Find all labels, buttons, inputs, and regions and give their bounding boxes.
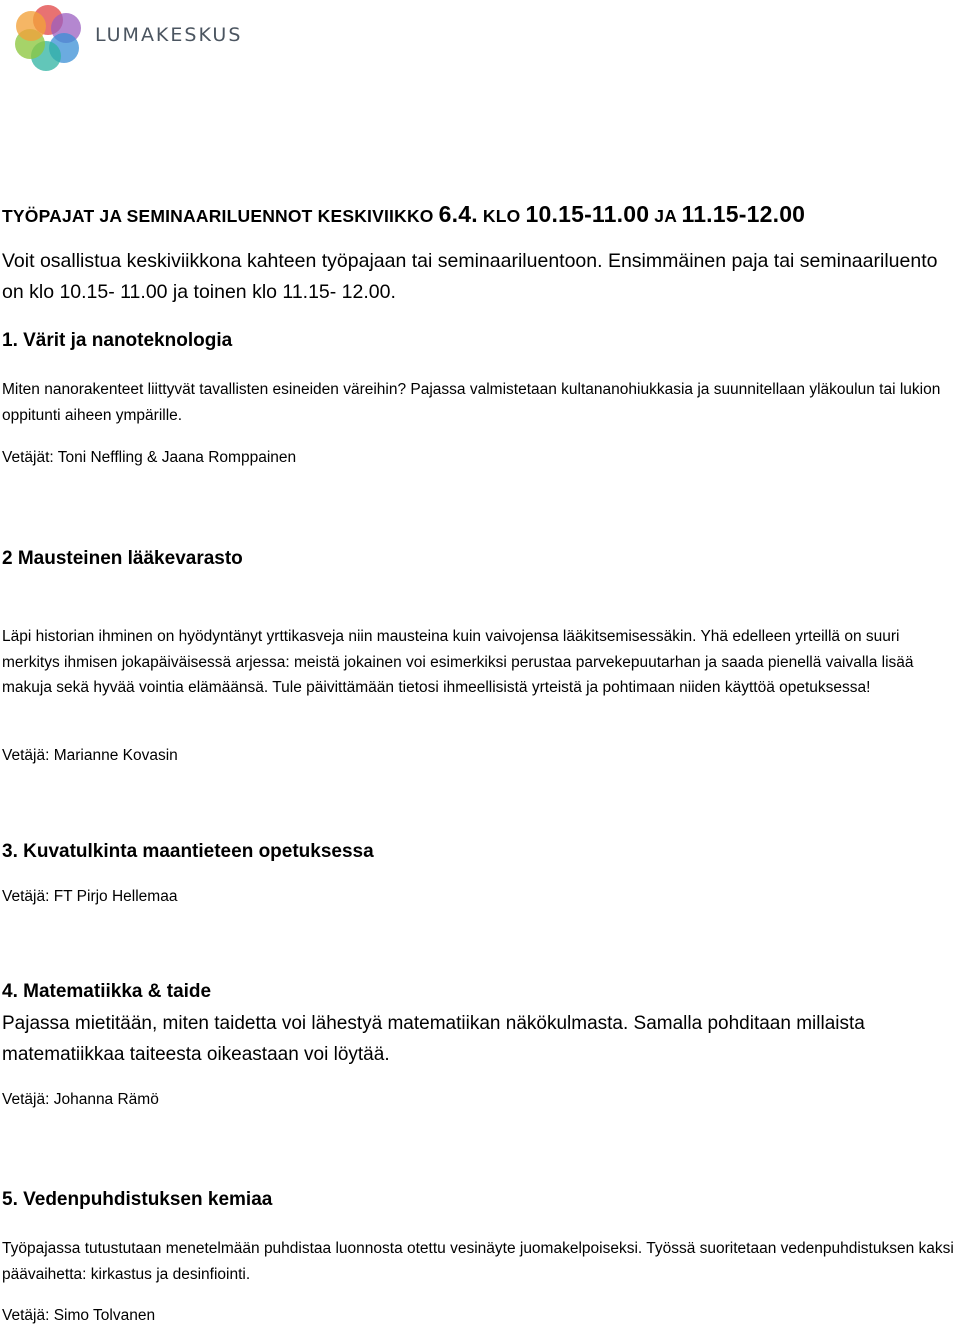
intro-text: Voit osallistua keskiviikkona kahteen työpajaan tai seminaariluentoon. Ensimmäinen paja tai seminaariluento on klo 10.15- 11.00 ja toinen klo 11.15- 12.00. bbox=[2, 250, 938, 303]
logo-text: LUMAKESKUS bbox=[95, 24, 243, 46]
workshop-2-description: Läpi historian ihminen on hyödyntänyt yrttikasveja niin mausteina kuin vaivojensa lääkitsemisessäkin. Yhä edelleen yrteillä on suuri merkitys ihmisen jokapäiväisessä arjessa: meistä jokainen voi esimerkiksi perustaa parvekepuutarhan ja saada pienellä vaivalla lisää makuja sekä hyvää vointia elämäänsä. Tule päivittämään tietosi ihmeellisistä yrteistä ja pohtimaan niiden käyttöä opetuksessa! bbox=[2, 628, 914, 696]
title-part1: TYÖPAJAT JA SEMINAARILUENNOT KESKIVIIKKO bbox=[2, 206, 434, 226]
title-time1: 10.15-11.00 bbox=[525, 201, 650, 227]
title-date: 6.4. bbox=[438, 201, 478, 227]
title-ja: JA bbox=[654, 206, 677, 226]
workshop-5-description: Työpajassa tutustutaan menetelmään puhdistaa luonnosta otettu vesinäyte juomakelpoiseksi. Työssä suoritetaan vedenpuhdistuksen kaksi päävaihetta: kirkastus ja desinfiointi. bbox=[2, 1240, 954, 1283]
title-klo: KLO bbox=[482, 206, 521, 226]
workshop-4-leader: Vetäjä: Johanna Rämö bbox=[2, 1091, 159, 1108]
title-time2: 11.15-12.00 bbox=[681, 201, 806, 227]
workshop-1-leader: Vetäjät: Toni Neffling & Jaana Romppainen bbox=[2, 449, 297, 466]
workshop-5-leader: Vetäjä: Simo Tolvanen bbox=[2, 1307, 156, 1324]
workshop-2-title: 2 Mausteinen lääkevarasto bbox=[2, 548, 243, 569]
logo bbox=[12, 2, 242, 74]
workshop-1-title: 1. Värit ja nanoteknologia bbox=[2, 330, 233, 351]
workshop-3-title: 3. Kuvatulkinta maantieteen opetuksessa bbox=[2, 841, 374, 862]
page-title bbox=[2, 201, 805, 228]
workshop-4-description: Pajassa mietitään, miten taidetta voi lähestyä matematiikan näkökulmasta. Samalla pohditaan millaista matematiikkaa taiteesta oikeastaan voi löytää. bbox=[2, 1013, 865, 1065]
workshop-1-description: Miten nanorakenteet liittyvät tavallisten esineiden väreihin? Pajassa valmistetaan kultananohiukkasia ja suunnitellaan yläkoulun tai lukion oppitunti aiheen ympärille. bbox=[2, 381, 941, 424]
workshop-2-leader: Vetäjä: Marianne Kovasin bbox=[2, 747, 178, 764]
logo-flower-icon bbox=[12, 2, 88, 74]
workshop-3-leader: Vetäjä: FT Pirjo Hellemaa bbox=[2, 888, 178, 905]
workshop-5-title: 5. Vedenpuhdistuksen kemiaa bbox=[2, 1189, 273, 1210]
workshop-4-title: 4. Matematiikka & taide bbox=[2, 981, 212, 1002]
